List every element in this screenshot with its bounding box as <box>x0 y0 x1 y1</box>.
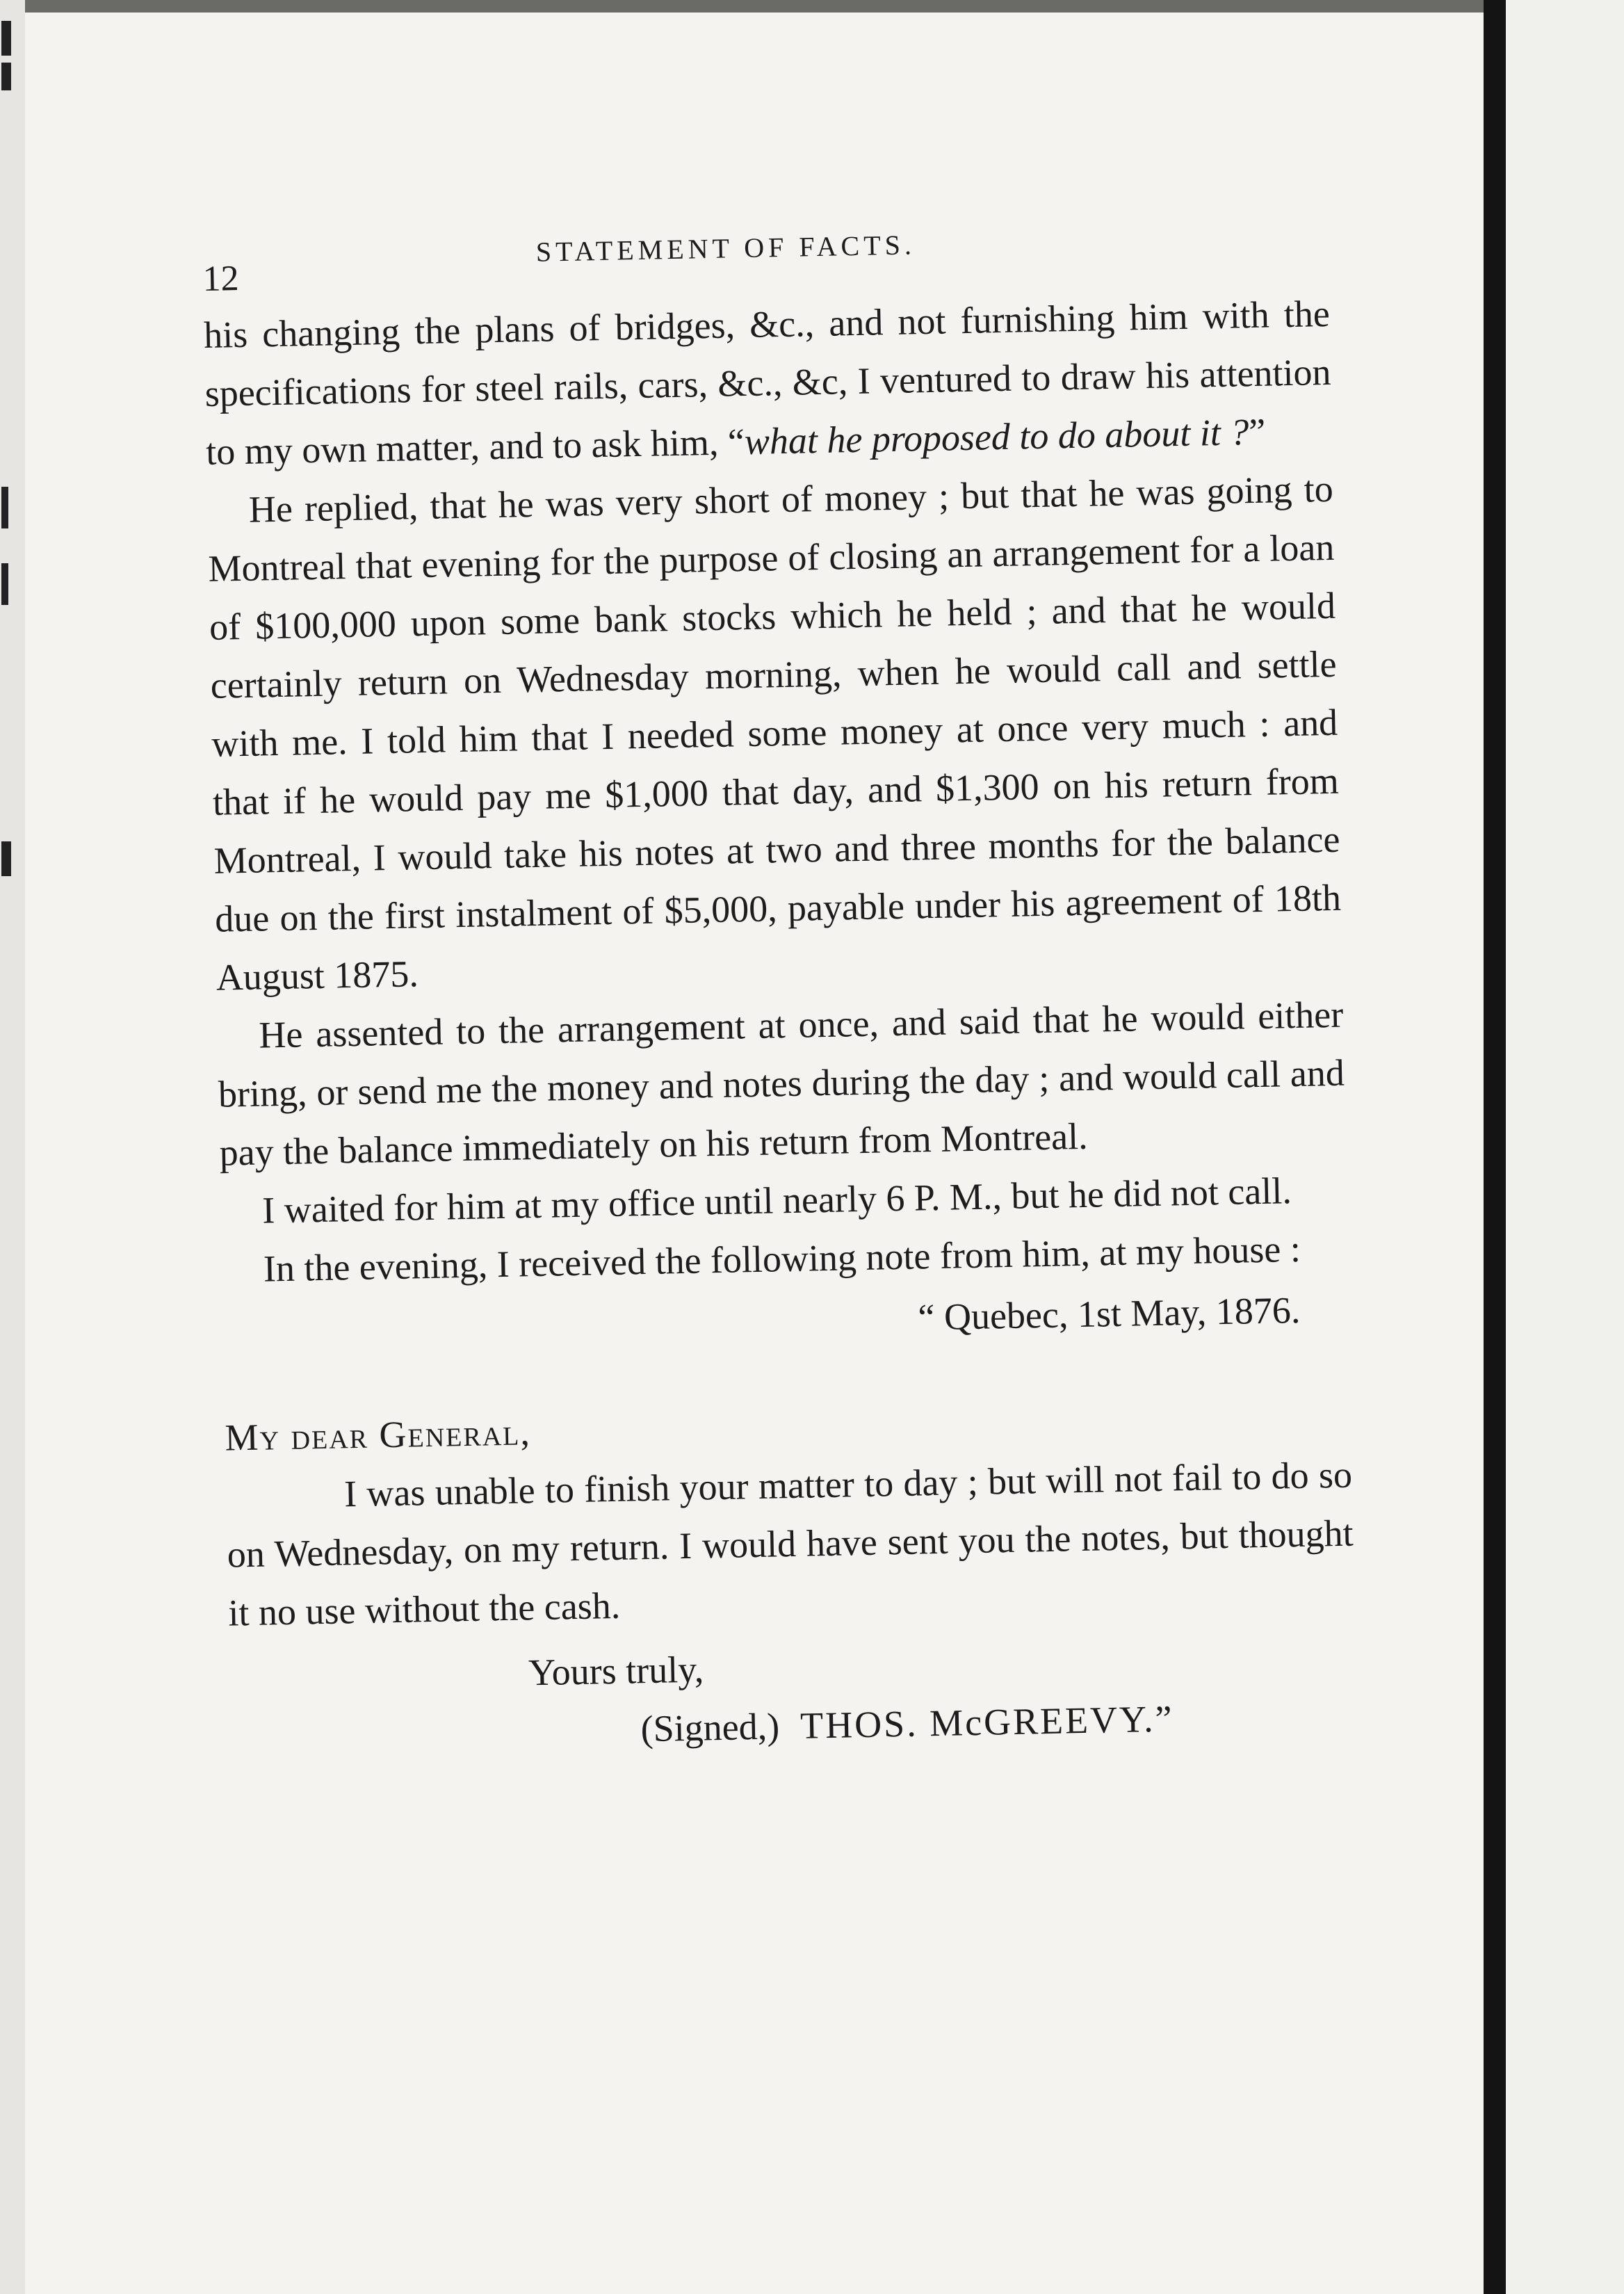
scan-left-margin <box>0 0 25 2294</box>
closing-quote: ” <box>1248 410 1266 453</box>
paragraph-4: I waited for him at my office until nearly 6 P. M., but he did not call. <box>261 1170 1292 1231</box>
paragraph-3: He assented to the arrangement at once, and said that he would either bring, or send me the money and notes during the day ; and would call and pay the balance immediately on his return from Montreal. <box>218 993 1345 1174</box>
running-head: STATEMENT OF FACTS. <box>535 229 916 268</box>
edge-mark <box>1 21 11 56</box>
letter-body: I was unable to finish your matter to day ; but will not fail to do so on Wednesday, on my return. I would have sent you the notes, but thought it no use without the cash. <box>227 1453 1354 1634</box>
page-content <box>202 201 1357 1766</box>
signatory-name: THOS. McGREEVY.” <box>799 1697 1175 1747</box>
italic-quote: what he proposed to do about it ? <box>744 411 1249 463</box>
edge-mark <box>1 63 11 90</box>
paragraph-5: In the evening, I received the following note from him, at my house : <box>263 1227 1301 1290</box>
letter-dateline: “ Quebec, 1st May, 1876. <box>917 1289 1301 1339</box>
letter-salutation: My dear General, <box>224 1411 532 1459</box>
book-spine-shadow <box>1484 0 1506 2294</box>
edge-mark <box>1 841 11 876</box>
page-number: 12 <box>202 258 240 299</box>
edge-mark <box>1 563 8 605</box>
paragraph-1 <box>203 284 1333 481</box>
signed-label: (Signed,) <box>640 1705 780 1750</box>
edge-mark <box>1 487 8 528</box>
adjacent-page-strip <box>1506 0 1624 2294</box>
scan-top-edge <box>0 0 1624 13</box>
paragraph-1-text: his changing the plans of bridges, &c., and not furnishing him with the specifications for steel rails, cars, &c., &c, I ventured to draw his attention to my own matter, and to ask him, “ <box>203 292 1332 473</box>
letter-closing: Yours truly, <box>528 1648 704 1694</box>
paragraph-2: He replied, that he was very short of money ; but that he was going to Montreal that evening for the purpose of closing an arrangement for a loan of $100,000 upon some bank stocks which he held ; and that he would certainly return on Wednesday morning, when he would call and settle with me. I told him that I needed some money at once very much : and that if he would pay me $1,000 that day, and $1,300 on his return from Montreal, I would take his notes at two and three months for the balance due on the first instalment of $5,000, payable under his agreement of 18th August 1875. <box>207 467 1342 999</box>
